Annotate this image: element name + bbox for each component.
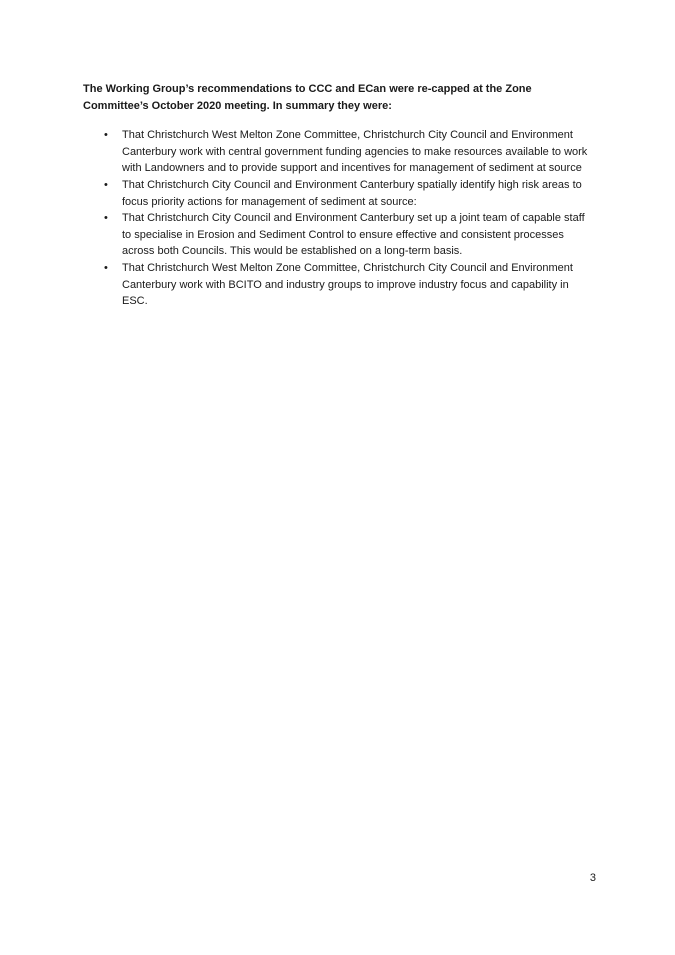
list-item: • That Christchurch West Melton Zone Committee, Christchurch City Council and Environment Canterbury work with central government funding agencies to make resources available to work with Landowners and to provide support and incentives for management of sediment at source xyxy=(122,127,595,177)
page-footer xyxy=(83,871,596,885)
list-item: • That Christchurch City Council and Environment Canterbury set up a joint team of capable staff to specialise in Erosion and Sediment Control to ensure effective and consistent processes across both Councils. This would be established on a long-term basis. xyxy=(122,210,595,260)
recommendations-list xyxy=(83,127,595,310)
intro-paragraph: The Working Group’s recommendations to CCC and ECan were re-capped at the Zone Committee’s October 2020 meeting. In summary they were: xyxy=(83,83,532,112)
page-number: 3 xyxy=(589,872,596,884)
list-item: • That Christchurch West Melton Zone Committee, Christchurch City Council and Environment Canterbury work with BCITO and industry groups to improve industry focus and capability in ESC. xyxy=(122,260,595,310)
list-item: • That Christchurch City Council and Environment Canterbury spatially identify high risk areas to focus priority actions for management of sediment at source: xyxy=(122,177,595,210)
page-content xyxy=(83,81,595,310)
